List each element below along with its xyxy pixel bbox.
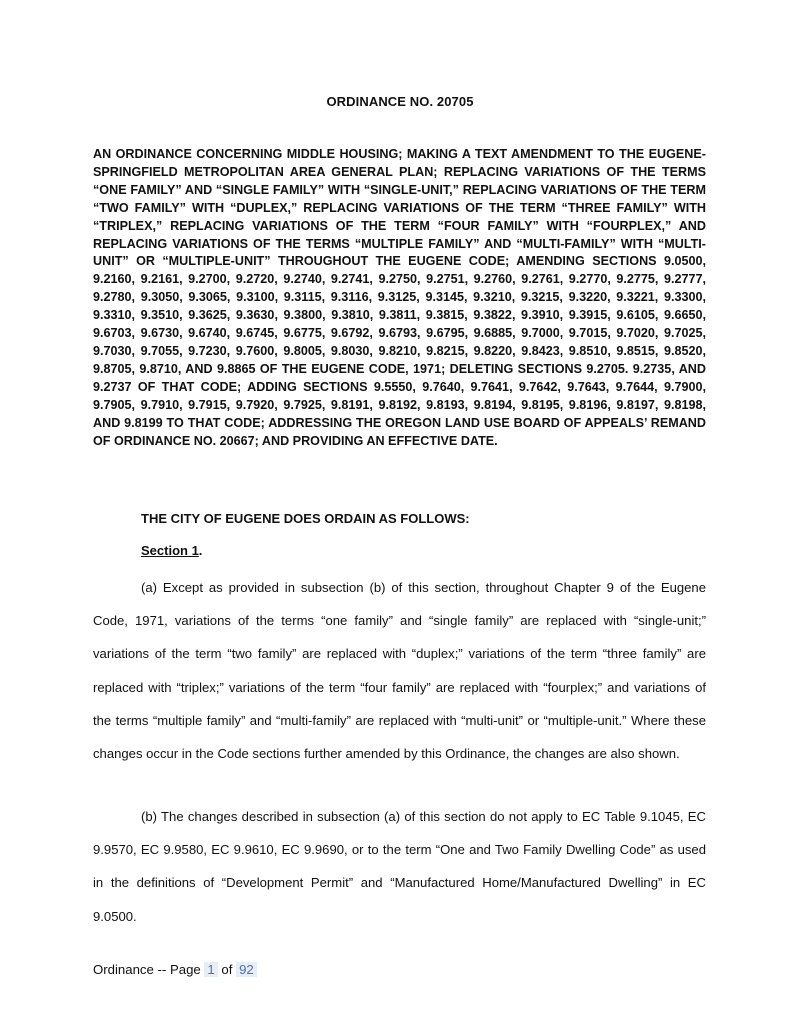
section-label: Section 1 xyxy=(141,543,199,558)
ordinance-title: ORDINANCE NO. 20705 xyxy=(326,94,474,109)
ordain-statement: THE CITY OF EUGENE DOES ORDAIN AS FOLLOWS: xyxy=(141,511,470,526)
page-footer xyxy=(93,962,257,977)
total-pages-field[interactable]: 92 xyxy=(236,962,257,977)
section-heading xyxy=(141,543,202,558)
subsection-a-paragraph: (a) Except as provided in subsection (b) of this section, throughout Chapter 9 of the Eugene Code, 1971, variations of the terms “one family” and “single family” are replaced with “single-unit;” variations of the term “two family” are replaced with “duplex;” variations of the term “three family” are replaced with “triplex;” variations of the term “four family” are replaced with “fourplex;” and variations of the terms “multiple family” and “multi-family” are replaced with “multi-unit” or “multiple-unit.” Where these changes occur in the Code sections further amended by this Ordinance, the changes are also shown. xyxy=(93,580,706,762)
footer-prefix: Ordinance -- Page xyxy=(93,962,205,977)
subsection-b-paragraph: (b) The changes described in subsection (a) of this section do not apply to EC Table 9.1045, EC 9.9570, EC 9.9580, EC 9.9610, EC 9.9690, or to the term “One and Two Family Dwelling Code” as used in the definitions of “Development Permit” and “Manufactured Home/Manufactured Dwelling” in EC 9.0500. xyxy=(93,809,706,924)
footer-of-label: of xyxy=(217,962,237,977)
section-suffix: . xyxy=(198,543,203,558)
ordinance-caption: AN ORDINANCE CONCERNING MIDDLE HOUSING; MAKING A TEXT AMENDMENT TO THE EUGENE-SPRINGFIELD METROPOLITAN AREA GENERAL PLAN; REPLACING VARIATIONS OF THE TERMS “ONE FAMILY” AND “SINGLE FAMILY” WITH “SINGLE-UNIT,” REPLACING VARIATIONS OF THE TERM “TWO FAMILY” WITH “DUPLEX,” REPLACING VARIATIONS OF THE TERM “THREE FAMILY” WITH “TRIPLEX,” REPLACING VARIATIONS OF THE TERM “FOUR FAMILY” WITH “FOURPLEX,” AND REPLACING VARIATIONS OF THE TERMS “MULTIPLE FAMILY” AND “MULTI-FAMILY” WITH “MULTI-UNIT” OR “MULTIPLE-UNIT” THROUGHOUT THE EUGENE CODE; AMENDING SECTIONS 9.0500, 9.2160, 9.2161, 9.2700, 9.2720, 9.2740, 9.2741, 9.2750, 9.2751, 9.2760, 9.2761, 9.2770, 9.2775, 9.2777, 9.2780, 9.3050, 9.3065, 9.3100, 9.3115, 9.3116, 9.3125, 9.3145, 9.3210, 9.3215, 9.3220, 9.3221, 9.3300, 9.3310, 9.3510, 9.3625, 9.3630, 9.3800, 9.3810, 9.3811, 9.3815, 9.3822, 9.3910, 9.3915, 9.6105, 9.6650, 9.6703, 9.6730, 9.6740, 9.6745, 9.6775, 9.6792, 9.6793, 9.6795, 9.6885, 9.7000, 9.7015, 9.7020, 9.7025, 9.7030, 9.7055, 9.7230, 9.7600, 9.8005, 9.8030, 9.8210, 9.8215, 9.8220, 9.8423, 9.8510, 9.8515, 9.8520, 9.8705, 9.8710, AND 9.8865 OF THE EUGENE CODE, 1971; DELETING SECTIONS 9.2705. 9.2735, AND 9.2737 OF THAT CODE; ADDING SECTIONS 9.5550, 9.7640, 9.7641, 9.7642, 9.7643, 9.7644, 9.7900, 9.7905, 9.7910, 9.7915, 9.7920, 9.7925, 9.8191, 9.8192, 9.8193, 9.8194, 9.8195, 9.8196, 9.8197, 9.8198, AND 9.8199 TO THAT CODE; ADDRESSING THE OREGON LAND USE BOARD OF APPEALS’ REMAND OF ORDINANCE NO. 20667; AND PROVIDING AN EFFECTIVE DATE. xyxy=(93,147,706,448)
current-page-field[interactable]: 1 xyxy=(204,962,217,977)
